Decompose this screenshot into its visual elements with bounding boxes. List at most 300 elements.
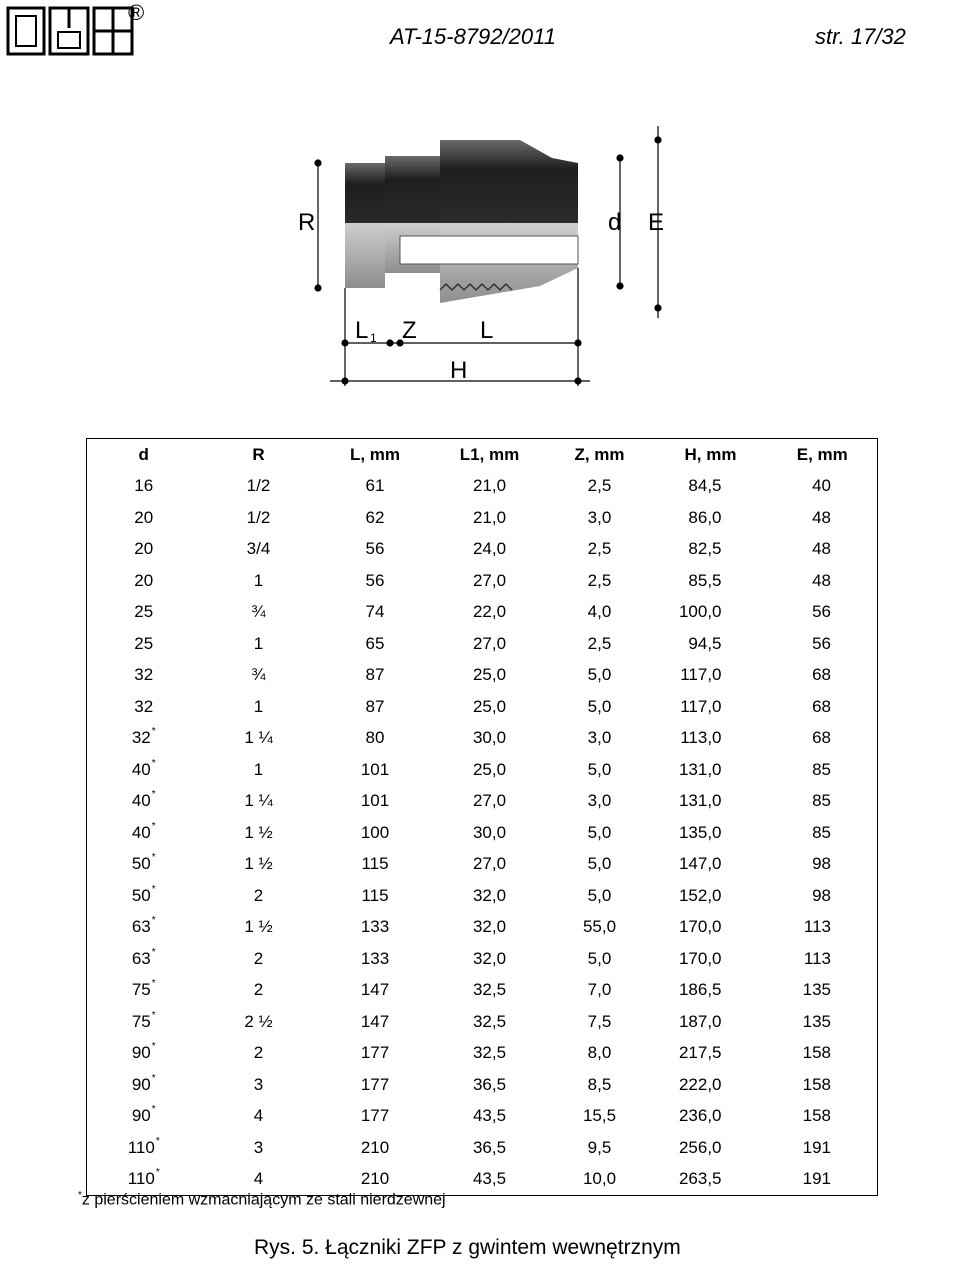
cell-h	[654, 817, 768, 849]
cell-z	[546, 691, 654, 723]
cell-e	[768, 1069, 878, 1101]
cell-d	[87, 912, 201, 944]
cell-r	[201, 1101, 317, 1133]
cell-value: 113,0	[680, 728, 722, 748]
cell-z	[546, 1006, 654, 1038]
cell-value: 2 ½	[244, 1011, 273, 1031]
cell-h	[654, 943, 768, 975]
cell-h	[654, 723, 768, 755]
footnote-marker: *	[151, 757, 156, 769]
cell-value: 30,0	[472, 728, 507, 748]
cell-value: 32,5	[472, 980, 507, 1000]
cell-d	[87, 1132, 201, 1164]
cell-value: 1/2	[246, 507, 271, 527]
header-h: H, mm	[684, 444, 737, 464]
cell-l1	[434, 1069, 546, 1101]
cell-value: 32	[134, 696, 154, 716]
cell-value: 4	[253, 1106, 264, 1126]
cell-value: 2,5	[587, 539, 612, 559]
cell-e	[768, 786, 878, 818]
footnote-marker: *	[151, 1104, 156, 1116]
cell-r	[201, 754, 317, 786]
cell-h	[654, 1006, 768, 1038]
cell-l	[317, 880, 434, 912]
table-row	[87, 471, 878, 503]
cell-value: 191	[802, 1137, 831, 1157]
cell-value: 75	[131, 980, 151, 1000]
body-upper-left	[345, 163, 385, 223]
cell-e	[768, 723, 878, 755]
cell-r	[201, 502, 317, 534]
cell-h	[654, 912, 768, 944]
cell-l	[317, 1038, 434, 1070]
cell-l1	[434, 1006, 546, 1038]
table-row	[87, 1132, 878, 1164]
table-row	[87, 943, 878, 975]
cell-e	[768, 880, 878, 912]
cell-r	[201, 691, 317, 723]
cell-value: 2	[253, 1043, 264, 1063]
cell-value: 9,5	[587, 1137, 612, 1157]
cell-value: 2,5	[587, 633, 612, 653]
cell-value: 3	[253, 1137, 264, 1157]
cell-value: 63	[131, 917, 151, 937]
cell-l	[317, 849, 434, 881]
cell-l1	[434, 597, 546, 629]
label-l1-sub: 1	[370, 331, 377, 345]
table-row	[87, 1101, 878, 1133]
cell-h	[654, 534, 768, 566]
cell-z	[546, 880, 654, 912]
cell-e	[768, 565, 878, 597]
cell-value: 135	[802, 980, 831, 1000]
cell-z	[546, 534, 654, 566]
cell-value: ¾	[251, 602, 266, 622]
cell-value: 98	[812, 885, 831, 905]
cell-value: 256,0	[678, 1137, 722, 1157]
cell-value: 1 ¼	[244, 791, 273, 811]
cell-value: 24,0	[472, 539, 507, 559]
cell-d	[87, 565, 201, 597]
cell-r	[201, 1038, 317, 1070]
cell-z	[546, 723, 654, 755]
coupling-drawing	[290, 118, 690, 418]
footnote-marker: *	[151, 1009, 156, 1021]
cell-value: 80	[365, 728, 385, 748]
cell-value: 1 ½	[244, 917, 273, 937]
cell-l	[317, 691, 434, 723]
cell-l1	[434, 660, 546, 692]
cell-value: 131,0	[678, 791, 722, 811]
cell-value: 191	[802, 1169, 831, 1188]
footnote-marker: *	[151, 789, 156, 801]
cell-l	[317, 975, 434, 1007]
cell-value: 222,0	[678, 1074, 722, 1094]
cell-value: 48	[812, 539, 831, 559]
cell-value: 263,5	[678, 1169, 722, 1188]
cell-h	[654, 786, 768, 818]
table-row	[87, 628, 878, 660]
cell-e	[768, 597, 878, 629]
table-row	[87, 849, 878, 881]
cell-value: 1	[253, 696, 264, 716]
cell-l	[317, 912, 434, 944]
cell-l	[317, 754, 434, 786]
cell-e	[768, 1006, 878, 1038]
cell-z	[546, 943, 654, 975]
cell-value: 30,0	[472, 822, 507, 842]
table-body	[87, 471, 878, 1196]
cell-value: 61	[365, 476, 385, 496]
cell-value: 20	[134, 539, 154, 559]
header-d: d	[138, 444, 149, 464]
cell-r	[201, 975, 317, 1007]
cell-value: 170,0	[678, 948, 722, 968]
cell-value: 87	[365, 665, 385, 685]
cell-d	[87, 1069, 201, 1101]
cell-l1	[434, 691, 546, 723]
cell-z	[546, 1101, 654, 1133]
cell-h	[654, 1164, 768, 1196]
cell-value: 147,0	[678, 854, 722, 874]
table-row	[87, 754, 878, 786]
cell-z	[546, 817, 654, 849]
cell-value: 16	[134, 476, 154, 496]
cell-value: 101	[360, 791, 390, 811]
cell-l1	[434, 754, 546, 786]
cell-value: 2	[253, 885, 264, 905]
cell-z	[546, 502, 654, 534]
footnote-marker: *	[151, 852, 156, 864]
cell-e	[768, 660, 878, 692]
cell-value: 158	[802, 1074, 831, 1094]
cell-r	[201, 597, 317, 629]
cell-value: 1/2	[246, 476, 271, 496]
cell-d	[87, 723, 201, 755]
cell-r	[201, 943, 317, 975]
cell-value: 100	[360, 822, 390, 842]
label-r: R	[298, 209, 316, 236]
cell-value: 56	[812, 602, 831, 622]
cell-z	[546, 1132, 654, 1164]
cell-z	[546, 754, 654, 786]
cell-value: 32	[134, 665, 154, 685]
cell-value: 177	[360, 1043, 390, 1063]
header-r: R	[252, 444, 265, 464]
cell-h	[654, 1132, 768, 1164]
cell-d	[87, 597, 201, 629]
cell-value: 74	[365, 602, 385, 622]
page-number: str. 17/32	[815, 24, 906, 49]
cell-value: 4	[253, 1169, 264, 1188]
cell-value: 63	[131, 948, 151, 968]
cell-z	[546, 849, 654, 881]
cell-r	[201, 1069, 317, 1101]
cell-value: 170,0	[678, 917, 722, 937]
cell-z	[546, 597, 654, 629]
cell-value: 27,0	[472, 633, 507, 653]
cell-r	[201, 723, 317, 755]
document-id: AT-15-8792/2011	[390, 24, 556, 49]
cell-l	[317, 1132, 434, 1164]
cell-value: 5,0	[587, 854, 612, 874]
cell-value: 2,5	[587, 476, 612, 496]
footnote-marker: *	[151, 726, 156, 738]
cell-value: 75	[131, 1011, 151, 1031]
cell-h	[654, 628, 768, 660]
table-row	[87, 597, 878, 629]
cell-l1	[434, 849, 546, 881]
body-upper-main	[440, 140, 578, 223]
footnote-marker: *	[151, 820, 156, 832]
cell-value: 5,0	[587, 885, 612, 905]
cell-e	[768, 628, 878, 660]
cell-d	[87, 502, 201, 534]
cell-value: 15,5	[582, 1106, 617, 1126]
cell-value: 1 ½	[244, 854, 273, 874]
cell-l	[317, 1006, 434, 1038]
cell-value: 56	[812, 633, 831, 653]
cell-r	[201, 880, 317, 912]
cell-value: 32,5	[472, 1011, 507, 1031]
cell-l1	[434, 1164, 546, 1196]
cell-d	[87, 817, 201, 849]
cell-d	[87, 691, 201, 723]
cell-value: 43,5	[472, 1106, 507, 1126]
cell-e	[768, 534, 878, 566]
cell-e	[768, 754, 878, 786]
cell-value: 7,5	[587, 1011, 612, 1031]
cell-value: 3/4	[246, 539, 271, 559]
cell-value: 84,5	[688, 476, 722, 496]
cell-z	[546, 975, 654, 1007]
cell-h	[654, 660, 768, 692]
cell-value: 25,0	[472, 696, 507, 716]
cell-d	[87, 975, 201, 1007]
cell-value: 90	[131, 1043, 151, 1063]
cell-value: 2,5	[587, 570, 612, 590]
cell-value: 5,0	[587, 822, 612, 842]
cell-value: 90	[131, 1074, 151, 1094]
cell-value: 25	[134, 602, 154, 622]
cell-value: 40	[131, 822, 151, 842]
cell-z	[546, 912, 654, 944]
cell-value: 21,0	[472, 476, 507, 496]
cell-value: 32,0	[472, 885, 507, 905]
cell-l	[317, 597, 434, 629]
label-e: E	[648, 209, 665, 236]
cell-l	[317, 723, 434, 755]
cell-value: 1 ¼	[244, 728, 273, 748]
cell-value: 133	[360, 917, 390, 937]
table-row	[87, 912, 878, 944]
cell-value: 147	[360, 1011, 390, 1031]
table-row	[87, 502, 878, 534]
cell-e	[768, 1164, 878, 1196]
cell-z	[546, 786, 654, 818]
cell-l1	[434, 817, 546, 849]
cell-value: 56	[365, 570, 385, 590]
cell-value: 2	[253, 980, 264, 1000]
label-l1: L	[355, 317, 369, 344]
header-l1: L1, mm	[459, 444, 520, 464]
cell-z	[546, 471, 654, 503]
cell-value: 85	[812, 759, 831, 779]
cell-value: 147	[360, 980, 390, 1000]
cell-e	[768, 849, 878, 881]
cell-value: 135	[802, 1011, 831, 1031]
cell-z	[546, 660, 654, 692]
cell-value: 3	[253, 1074, 264, 1094]
cell-value: 117,0	[680, 696, 722, 716]
cell-value: 86,0	[688, 507, 722, 527]
cell-value: 152,0	[678, 885, 722, 905]
cell-value: 8,0	[587, 1043, 612, 1063]
footnote-marker: *	[151, 946, 156, 958]
footnote-mark: *	[78, 1190, 82, 1201]
cell-h	[654, 754, 768, 786]
cell-value: 2	[253, 948, 264, 968]
cell-value: 3,0	[587, 507, 612, 527]
cell-value: 62	[365, 507, 385, 527]
table-row	[87, 660, 878, 692]
cell-l1	[434, 471, 546, 503]
cell-h	[654, 471, 768, 503]
cell-value: 20	[134, 507, 154, 527]
cell-value: 177	[360, 1106, 390, 1126]
cell-e	[768, 691, 878, 723]
cell-value: 133	[360, 948, 390, 968]
cell-l	[317, 1069, 434, 1101]
cell-value: 25,0	[472, 759, 507, 779]
cell-value: 90	[131, 1106, 151, 1126]
cell-r	[201, 912, 317, 944]
cell-value: 25	[134, 633, 154, 653]
cell-value: 43,5	[472, 1169, 507, 1188]
cell-value: 1 ½	[244, 822, 273, 842]
cell-l1	[434, 975, 546, 1007]
cell-l1	[434, 1038, 546, 1070]
footnote-marker: *	[155, 1167, 160, 1178]
cell-h	[654, 975, 768, 1007]
cell-value: 210	[360, 1169, 390, 1188]
cell-value: 1	[253, 633, 264, 653]
cell-value: 10,0	[582, 1169, 617, 1188]
table-row	[87, 786, 878, 818]
cell-e	[768, 1038, 878, 1070]
cell-z	[546, 628, 654, 660]
cell-value: 48	[812, 570, 831, 590]
figure-caption: Rys. 5. Łączniki ZFP z gwintem wewnętrznym	[254, 1236, 681, 1259]
cell-value: 87	[365, 696, 385, 716]
cell-value: 217,5	[678, 1043, 722, 1063]
cell-d	[87, 628, 201, 660]
cell-value: 40	[131, 759, 151, 779]
cell-value: 5,0	[587, 696, 612, 716]
cell-e	[768, 943, 878, 975]
cell-z	[546, 1164, 654, 1196]
cell-l	[317, 817, 434, 849]
table-row	[87, 565, 878, 597]
label-z: Z	[402, 317, 417, 344]
cell-h	[654, 1038, 768, 1070]
cell-value: 186,5	[678, 980, 722, 1000]
cell-value: 40	[131, 791, 151, 811]
cell-value: 5,0	[587, 665, 612, 685]
cell-l	[317, 943, 434, 975]
cell-value: 85	[812, 822, 831, 842]
cell-value: 3,0	[587, 728, 612, 748]
cell-value: 27,0	[472, 570, 507, 590]
cell-r	[201, 660, 317, 692]
cell-value: 177	[360, 1074, 390, 1094]
cell-value: 135,0	[678, 822, 722, 842]
cell-value: 50	[131, 885, 151, 905]
cell-d	[87, 1038, 201, 1070]
cell-value: 158	[802, 1106, 831, 1126]
nut-upper	[385, 156, 440, 223]
cell-d	[87, 471, 201, 503]
registered-mark: ®	[128, 0, 145, 25]
table-header-row	[87, 439, 878, 471]
cell-r	[201, 1132, 317, 1164]
cell-value: 36,5	[472, 1074, 507, 1094]
cell-l1	[434, 943, 546, 975]
cell-d	[87, 1101, 201, 1133]
footnote-marker: *	[155, 1135, 160, 1147]
footnote-marker: *	[151, 1072, 156, 1084]
cell-value: 55,0	[582, 917, 617, 937]
table-row	[87, 691, 878, 723]
table-row	[87, 1038, 878, 1070]
cell-d	[87, 880, 201, 912]
cell-d	[87, 754, 201, 786]
label-h: H	[450, 357, 468, 384]
cell-value: 110	[127, 1137, 155, 1157]
cell-l	[317, 565, 434, 597]
cell-e	[768, 912, 878, 944]
cell-value: 82,5	[688, 539, 722, 559]
cell-l1	[434, 786, 546, 818]
cell-value: 5,0	[587, 759, 612, 779]
cell-value: 3,0	[587, 791, 612, 811]
cell-l	[317, 502, 434, 534]
cell-value: 5,0	[587, 948, 612, 968]
cell-l	[317, 660, 434, 692]
cell-value: 25,0	[472, 665, 507, 685]
footnote	[78, 1190, 446, 1209]
footnote-marker: *	[151, 915, 156, 927]
cell-value: 115	[361, 885, 389, 905]
cell-value: 27,0	[472, 791, 507, 811]
cell-l1	[434, 502, 546, 534]
cell-value: 7,0	[587, 980, 612, 1000]
cell-value: 40	[812, 476, 831, 496]
table-row	[87, 1006, 878, 1038]
cell-value: 113	[803, 948, 831, 968]
cell-value: 101	[360, 759, 390, 779]
footnote-marker: *	[151, 883, 156, 895]
table-row	[87, 1069, 878, 1101]
cell-value: 1	[253, 570, 264, 590]
cell-d	[87, 660, 201, 692]
footnote-marker: *	[151, 978, 156, 990]
dimensions-table	[86, 438, 878, 1196]
cell-l	[317, 628, 434, 660]
cell-value: 113	[803, 917, 831, 937]
cell-h	[654, 1069, 768, 1101]
cell-value: 32	[131, 728, 151, 748]
